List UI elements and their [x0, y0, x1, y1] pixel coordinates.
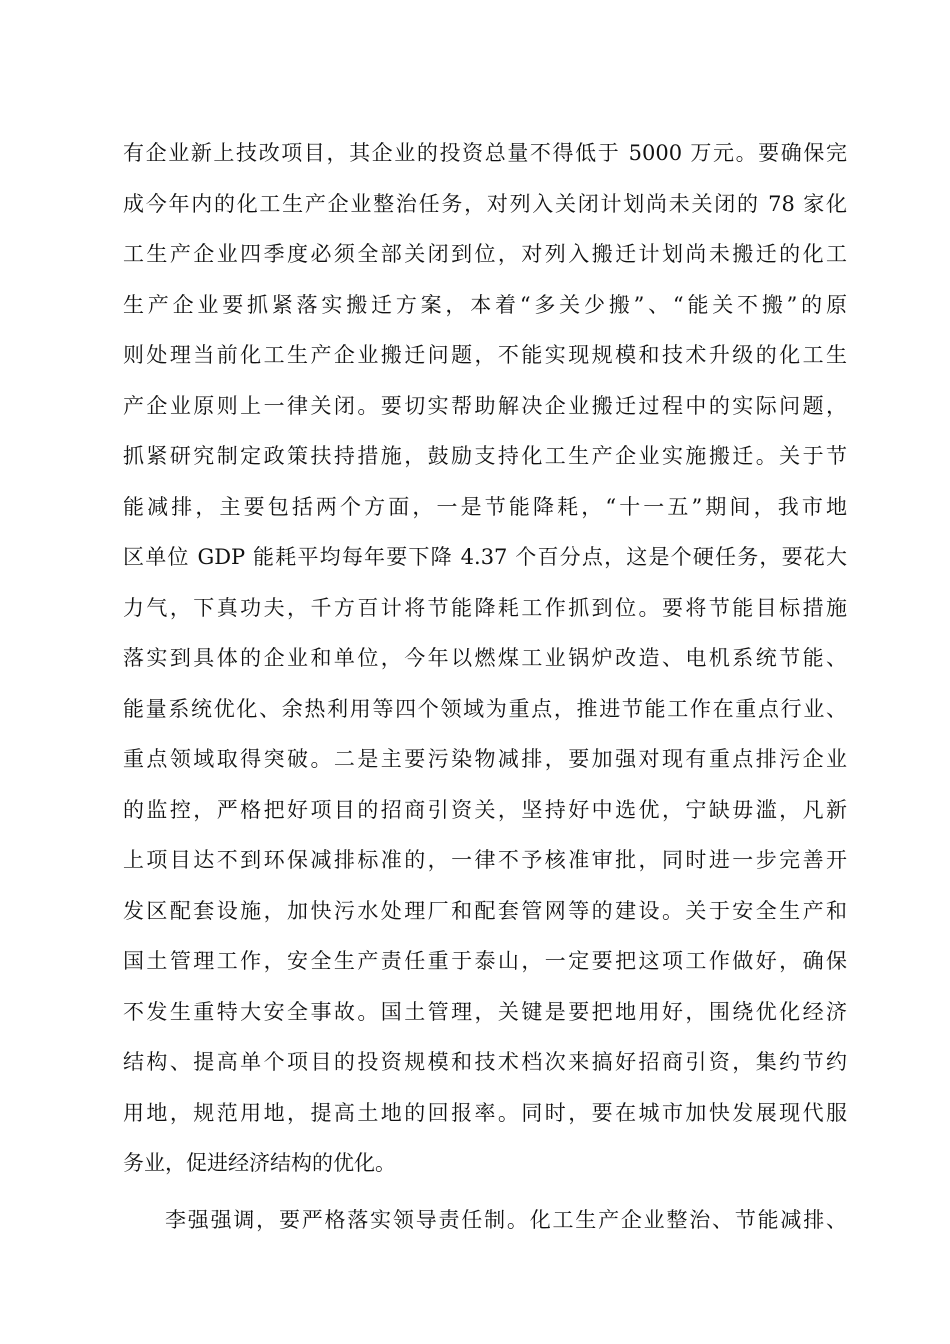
text-line: 区单位 GDP 能耗平均每年要下降 4.37 个百分点，这是个硬任务，要花大 — [123, 545, 847, 569]
text-line: 力气，下真功夫，千方百计将节能降耗工作抓到位。要将节能目标措施 — [123, 595, 847, 620]
text-line: 成今年内的化工生产企业整治任务，对列入关闭计划尚未关闭的 78 家化 — [123, 191, 847, 216]
text-line: 用地，规范用地，提高土地的回报率。同时，要在城市加快发展现代服 — [123, 1100, 847, 1125]
text-line: 有企业新上技改项目，其企业的投资总量不得低于 5000 万元。要确保完 — [123, 141, 847, 165]
text-line: 能减排，主要包括两个方面，一是节能降耗，“十一五”期间，我市地 — [123, 494, 847, 519]
text-line: 国土管理工作，安全生产责任重于泰山，一定要把这项工作做好，确保 — [123, 949, 847, 973]
text-line: 工生产企业四季度必须全部关闭到位，对列入搬迁计划尚未搬迁的化工 — [123, 242, 847, 266]
text-line: 不发生重特大安全事故。国土管理，关键是要把地用好，围绕优化经济 — [123, 999, 847, 1024]
text-line: 务业，促进经济结构的优化。 — [123, 1151, 396, 1175]
paragraph — [123, 128, 847, 1189]
text-line: 生产企业要抓紧落实搬迁方案，本着“多关少搬”、“能关不搬”的原 — [123, 292, 847, 317]
text-line: 发区配套设施，加快污水处理厂和配套管网等的建设。关于安全生产和 — [123, 898, 847, 923]
text-line: 抓紧研究制定政策扶持措施，鼓励支持化工生产企业实施搬迁。关于节 — [123, 444, 847, 468]
text-line: 上项目达不到环保减排标准的，一律不予核准审批，同时进一步完善开 — [123, 848, 847, 872]
text-line: 则处理当前化工生产企业搬迁问题，不能实现规模和技术升级的化工生 — [123, 343, 847, 367]
document-body — [123, 128, 847, 1245]
text-line: 落实到具体的企业和单位，今年以燃煤工业锅炉改造、电机系统节能、 — [123, 646, 847, 670]
text-line: 能量系统优化、余热利用等四个领域为重点，推进节能工作在重点行业、 — [123, 696, 847, 721]
text-line: 李强强调，要严格落实领导责任制。化工生产企业整治、节能减排、 — [165, 1207, 847, 1232]
paragraph — [123, 1195, 847, 1246]
text-line: 的监控，严格把好项目的招商引资关，坚持好中选优，宁缺毋滥，凡新 — [123, 797, 847, 822]
text-line: 重点领域取得突破。二是主要污染物减排，要加强对现有重点排污企业 — [123, 747, 847, 771]
text-line: 产企业原则上一律关闭。要切实帮助解决企业搬迁过程中的实际问题， — [123, 393, 847, 418]
text-line: 结构、提高单个项目的投资规模和技术档次来搞好招商引资，集约节约 — [123, 1050, 847, 1074]
